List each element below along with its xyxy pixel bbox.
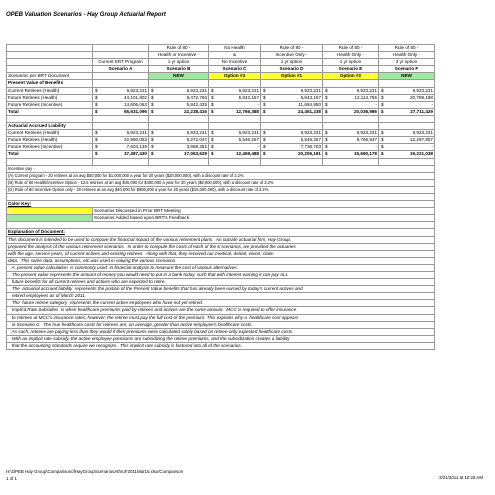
color-key-text: Scenarios Discussed in Prior BRT Meeting <box>93 208 435 215</box>
dollar-sign: $ <box>381 144 384 150</box>
header-cell: Incentive Only - <box>261 52 323 59</box>
amount: 5,843,157 <box>238 94 259 100</box>
value-cell <box>323 151 379 158</box>
spacer <box>7 158 435 165</box>
color-key-item <box>7 208 435 215</box>
explanation-line-text: that the accounting standards require we recognize. This implicit rate subsidy is factored into all of the scenarios. <box>7 342 435 349</box>
explanation-line-text: The present value represents the amount of money you would need to put in a bank today, such that with interest earning it can pay ALL <box>7 272 435 279</box>
value-cell <box>323 144 379 151</box>
value-cell <box>323 94 379 101</box>
header-row4 <box>7 66 435 73</box>
value-cell <box>149 94 209 101</box>
header-cell <box>7 59 93 66</box>
explanation-line <box>7 328 435 335</box>
incentive-line <box>7 179 435 186</box>
explanation-line <box>7 293 435 300</box>
dollar-sign: $ <box>263 144 266 150</box>
amount: 6,923,231 <box>356 87 377 93</box>
amount: 37,487,430 <box>124 151 147 157</box>
color-key-item <box>7 215 435 222</box>
value-cell <box>93 151 149 158</box>
file-path: H:\OPEB Hay Group\ComparisonofHayGroupScenariosAthruF2011Mar15.xlsx/Comparison <box>6 469 184 474</box>
report-title: OPEB Valuation Scenarios - Hay Group Actuarial Report <box>6 12 166 18</box>
amount: 14,606,063 <box>124 101 147 107</box>
dollar-sign: $ <box>211 137 214 143</box>
header-cell <box>93 52 149 59</box>
dollar-sign: $ <box>95 94 98 100</box>
amount: 20,206,191 <box>298 151 321 157</box>
header-cell: Rule of 80 - <box>323 45 379 52</box>
header-cell: Health or Incentive - <box>149 52 209 59</box>
header-cell: No Incentive <box>209 59 261 66</box>
amount: 12,297,807 <box>410 137 433 143</box>
spacer <box>7 115 435 122</box>
header-row1 <box>7 45 435 52</box>
dollar-sign: $ <box>151 144 154 150</box>
value-cell <box>323 137 379 144</box>
dollar-sign: $ <box>151 94 154 100</box>
explanation-line-text: to retirees at MCC's insurance rates; however, the retiree must pay the full cost of the premium. This explains why a healthcare cost appears <box>7 314 435 321</box>
dollar-sign: $ <box>211 87 214 93</box>
explanation-line <box>7 286 435 293</box>
value-cell <box>379 130 435 137</box>
explanation-line <box>7 300 435 307</box>
row-label: Current Retirees (Health) <box>7 130 93 137</box>
incentive-line-text: (B) Rule of 80 Health/Incentive Option - 12.5 retirees at an avg $40,000 for $400,000 a year for 20 years ($8,000,000), with a discount rate of 3.2% <box>7 179 435 186</box>
value-cell <box>379 94 435 101</box>
header-cell: Scenario E <box>323 66 379 73</box>
section-heading: Actuarial Accrued Liability <box>7 123 93 130</box>
amount: 3,868,351 <box>186 144 207 150</box>
value-cell <box>323 101 379 108</box>
explanation-line-text: A present value calculation is commonly used in financial analysis to measure the cost of various alternatives. <box>7 264 435 271</box>
amount: 5,842,425 <box>186 101 207 107</box>
value-cell <box>149 137 209 144</box>
pvb-row <box>7 94 435 101</box>
explanation-line-text: The future retiree category represents the current active employees who have not yet retired. <box>7 300 435 307</box>
dollar-sign: $ <box>263 130 266 136</box>
dollar-sign: $ <box>263 87 266 93</box>
explanation-line <box>7 335 435 342</box>
value-cell <box>149 151 209 158</box>
amount: 22,238,416 <box>184 108 207 114</box>
spacer <box>7 193 435 200</box>
amount: 6,923,231 <box>238 130 259 136</box>
dollar-sign: $ <box>325 87 328 93</box>
header-row5 <box>7 73 435 80</box>
dollar-sign: $ <box>381 151 384 157</box>
explanation-line-text: data. This same data, assumptions, etc was used in valuing the various scenarios. <box>7 257 435 264</box>
header-cell: Option #3 <box>209 73 261 80</box>
amount: 44,101,802 <box>124 94 147 100</box>
amount: 6,923,231 <box>412 87 433 93</box>
value-cell <box>93 144 149 151</box>
header-row3 <box>7 59 435 66</box>
header-cell: Option #2 <box>323 73 379 80</box>
value-cell <box>93 94 149 101</box>
amount: 6,923,231 <box>356 130 377 136</box>
value-cell <box>379 137 435 144</box>
dollar-sign: $ <box>381 137 384 143</box>
value-cell <box>379 87 435 94</box>
explanation-line <box>7 314 435 321</box>
explanation-line-text: with the age, service years, of current actives and existing retirees. Along with that, they received our medical, dental, vision, claim <box>7 250 435 257</box>
pvb-row <box>7 101 435 108</box>
header-cell: 3 yr option <box>379 59 435 66</box>
header-cell: Option #1 <box>261 73 323 80</box>
value-cell <box>261 151 323 158</box>
color-key-heading-text: Color Key: <box>7 201 435 208</box>
header-cell: Current ERT Program <box>93 59 149 66</box>
value-cell <box>261 144 323 151</box>
value-cell <box>379 144 435 151</box>
explanation-line-text: With an implicit rate subsidy, the active employee premiums are subsidizing the retiree premiums, and the subsidization creates a liability <box>7 335 435 342</box>
amount: 12,766,388 <box>236 108 259 114</box>
value-cell <box>261 87 323 94</box>
amount: 6,272,047 <box>186 137 207 143</box>
amount: 7,736,703 <box>300 144 321 150</box>
aal-row <box>7 151 435 158</box>
dollar-sign: $ <box>263 108 266 114</box>
explanation-line-text: As such, retirees are paying less than they would if their premiums were calculated solely based on retiree-only expected healthcare costs. <box>7 328 435 335</box>
explanation-line <box>7 250 435 257</box>
pvb-row <box>7 87 435 94</box>
incentive-line-text: (D) Rule of 80 Incentive Option only - 20 retirees at an avg $40,000 for $800,000 a year for 20 years ($16,000,000), with a discount rate of 3.2% <box>7 186 435 193</box>
value-cell <box>149 144 209 151</box>
amount: 9,472,760 <box>186 94 207 100</box>
amount: - <box>375 101 377 107</box>
amount: 5,843,157 <box>300 94 321 100</box>
incentive-line <box>7 172 435 179</box>
explanation-heading-text: Explanation of Document: <box>7 229 435 236</box>
amount: - <box>257 101 259 107</box>
incentive-heading <box>7 165 435 172</box>
scenario-table <box>6 44 435 350</box>
dollar-sign: $ <box>263 151 266 157</box>
dollar-sign: $ <box>151 87 154 93</box>
value-cell <box>209 130 261 137</box>
amount: 6,923,231 <box>186 130 207 136</box>
dollar-sign: $ <box>325 130 328 136</box>
explanation-line <box>7 257 435 264</box>
aal-row <box>7 130 435 137</box>
dollar-sign: $ <box>211 130 214 136</box>
amount: 13,113,755 <box>354 94 377 100</box>
value-cell <box>261 108 323 115</box>
value-cell <box>209 108 261 115</box>
color-swatch <box>7 215 93 222</box>
dollar-sign: $ <box>95 130 98 136</box>
header-cell: Scenario D <box>261 66 323 73</box>
row-label: Future Retirees (Health) <box>7 137 93 144</box>
explanation-line-text: retired employees as of March 2011. <box>7 293 435 300</box>
explanation-heading <box>7 229 435 236</box>
header-cell <box>93 45 149 52</box>
header-cell: Rule of 80 - <box>149 45 209 52</box>
amount: 12,469,488 <box>236 151 259 157</box>
amount: 6,923,231 <box>300 130 321 136</box>
dollar-sign: $ <box>325 144 328 150</box>
value-cell <box>149 87 209 94</box>
amount: - <box>431 144 433 150</box>
dollar-sign: $ <box>381 101 384 107</box>
value-cell <box>93 87 149 94</box>
dollar-sign: $ <box>151 108 154 114</box>
explanation-line-text: The actuarial accrued liability represents the portion of the Present Value benefits that has already been earned by today's current actives and <box>7 286 435 293</box>
dollar-sign: $ <box>263 137 266 143</box>
value-cell <box>149 108 209 115</box>
amount: 20,788,198 <box>410 94 433 100</box>
value-cell <box>149 130 209 137</box>
row-label: Future Retirees (Incentive) <box>7 144 93 151</box>
header-cell: 1 yr option <box>261 59 323 66</box>
dollar-sign: $ <box>151 101 154 107</box>
value-cell <box>209 144 261 151</box>
dollar-sign: $ <box>151 137 154 143</box>
amount: 15,690,178 <box>354 151 377 157</box>
amount: 11,684,850 <box>298 101 321 107</box>
row-label: Future Retirees (Health) <box>7 94 93 101</box>
dollar-sign: $ <box>95 108 98 114</box>
header-cell <box>93 73 149 80</box>
dollar-sign: $ <box>95 137 98 143</box>
dollar-sign: $ <box>95 151 98 157</box>
dollar-sign: $ <box>325 108 328 114</box>
header-cell <box>7 45 93 52</box>
explanation-line <box>7 342 435 349</box>
header-cell: NEW <box>149 73 209 80</box>
header-cell: Scenario C <box>209 66 261 73</box>
explanation-line <box>7 243 435 250</box>
value-cell <box>379 151 435 158</box>
value-cell <box>93 108 149 115</box>
header-row2 <box>7 52 435 59</box>
dollar-sign: $ <box>95 144 98 150</box>
value-cell <box>209 101 261 108</box>
amount: 6,923,231 <box>412 130 433 136</box>
value-cell <box>379 101 435 108</box>
explanation-line <box>7 264 435 271</box>
row-label: Current Retirees (Health) <box>7 87 93 94</box>
amount: 6,923,231 <box>126 130 147 136</box>
dollar-sign: $ <box>211 144 214 150</box>
dollar-sign: $ <box>263 101 266 107</box>
explanation-line <box>7 307 435 314</box>
amount: 27,711,429 <box>410 108 433 114</box>
incentive-heading-text: Incentive pay - <box>7 165 435 172</box>
aal-heading <box>7 123 435 130</box>
row-label: Total <box>7 151 93 158</box>
value-cell <box>209 94 261 101</box>
dollar-sign: $ <box>151 130 154 136</box>
amount: 6,923,231 <box>300 87 321 93</box>
value-cell <box>261 101 323 108</box>
value-cell <box>209 137 261 144</box>
explanation-line <box>7 321 435 328</box>
amount: - <box>257 144 259 150</box>
aal-row <box>7 137 435 144</box>
dollar-sign: $ <box>381 130 384 136</box>
amount: 17,063,629 <box>184 151 207 157</box>
header-cell <box>7 66 93 73</box>
amount: 20,036,986 <box>354 108 377 114</box>
footer-left <box>6 468 183 482</box>
amount: 19,221,038 <box>410 151 433 157</box>
header-cell: Scenario B <box>149 66 209 73</box>
value-cell <box>261 137 323 144</box>
explanation-line-text: Implicit Rate Subsidies is when healthcare premiums paid by retirees and actives are the same amount. MCC is required to offer insurance <box>7 307 435 314</box>
dollar-sign: $ <box>381 94 384 100</box>
value-cell <box>323 108 379 115</box>
header-cell: Scenario F <box>379 66 435 73</box>
amount: 5,546,257 <box>300 137 321 143</box>
header-cell: 1 yr option <box>323 59 379 66</box>
amount: - <box>375 144 377 150</box>
value-cell <box>209 151 261 158</box>
value-cell <box>93 137 149 144</box>
aal-row <box>7 144 435 151</box>
amount: 24,451,238 <box>298 108 321 114</box>
header-cell: & <box>209 52 261 59</box>
amount: 65,631,096 <box>124 108 147 114</box>
header-cell: 1 yr option <box>149 59 209 66</box>
header-cell: No Health <box>209 45 261 52</box>
incentive-line-text: (A) Current program - 20 retirees at an avg $50,000 for $1,000,000 a year for 20 years ($20,000,000), with a discount rate of 3.2% <box>7 172 435 179</box>
value-cell <box>261 94 323 101</box>
value-cell <box>379 108 435 115</box>
dollar-sign: $ <box>325 151 328 157</box>
amount: 7,604,136 <box>126 144 147 150</box>
dollar-sign: $ <box>211 101 214 107</box>
header-cell: Scenarios per BRT Document <box>7 73 93 80</box>
value-cell <box>323 87 379 94</box>
amount: 8,766,947 <box>356 137 377 143</box>
explanation-line <box>7 236 435 243</box>
dollar-sign: $ <box>95 101 98 107</box>
pvb-row <box>7 108 435 115</box>
dollar-sign: $ <box>381 108 384 114</box>
dollar-sign: $ <box>95 87 98 93</box>
header-cell: Rule of 80 - <box>261 45 323 52</box>
value-cell <box>323 130 379 137</box>
print-date: 3/21/2011 at 10:28 AM <box>439 475 483 480</box>
header-cell: Health Only - <box>379 52 435 59</box>
color-key-heading <box>7 201 435 208</box>
dollar-sign: $ <box>211 94 214 100</box>
amount: 6,923,231 <box>186 87 207 93</box>
page-number: 1 of 1 <box>6 476 17 481</box>
dollar-sign: $ <box>263 94 266 100</box>
row-label: Future Retirees (Incentive) <box>7 101 93 108</box>
value-cell <box>209 87 261 94</box>
color-swatch <box>7 208 93 215</box>
amount: 22,960,063 <box>124 137 147 143</box>
dollar-sign: $ <box>325 137 328 143</box>
explanation-line-text: This document is intended to be used to compare the financial impact of the various retirement plans. An outside actuarial firm, Hay Group, <box>7 236 435 243</box>
color-key-text: Scenarios Added based upon BRT's Feedback. <box>93 215 435 222</box>
amount: - <box>431 101 433 107</box>
value-cell <box>149 101 209 108</box>
dollar-sign: $ <box>211 151 214 157</box>
amount: 6,923,231 <box>126 87 147 93</box>
value-cell <box>93 101 149 108</box>
header-cell: Rule of 80 - <box>379 45 435 52</box>
amount: 6,923,231 <box>238 87 259 93</box>
pvb-heading <box>7 80 435 87</box>
dollar-sign: $ <box>151 151 154 157</box>
header-cell: NEW <box>379 73 435 80</box>
section-heading: Present Value of Benefits <box>7 80 93 87</box>
spacer <box>7 222 435 229</box>
dollar-sign: $ <box>325 101 328 107</box>
amount: 5,546,257 <box>238 137 259 143</box>
dollar-sign: $ <box>211 108 214 114</box>
header-cell <box>7 52 93 59</box>
explanation-line-text: in Scenario C. The true healthcare costs for retirees are, on average, greater than active employee's healthcare costs. <box>7 321 435 328</box>
explanation-line <box>7 272 435 279</box>
explanation-line-text: future benefits for all current retirees and actives who are expected to retire. <box>7 279 435 286</box>
header-cell: Scenario A <box>93 66 149 73</box>
value-cell <box>261 130 323 137</box>
header-cell: Health Only - <box>323 52 379 59</box>
row-label: Total <box>7 108 93 115</box>
explanation-line <box>7 279 435 286</box>
dollar-sign: $ <box>325 94 328 100</box>
incentive-line <box>7 186 435 193</box>
explanation-line-text: prepared the analysis of the various retirement scenarios. In order to compute the costs of each of the 6 scenarios, we provided the actuaries <box>7 243 435 250</box>
value-cell <box>93 130 149 137</box>
dollar-sign: $ <box>381 87 384 93</box>
